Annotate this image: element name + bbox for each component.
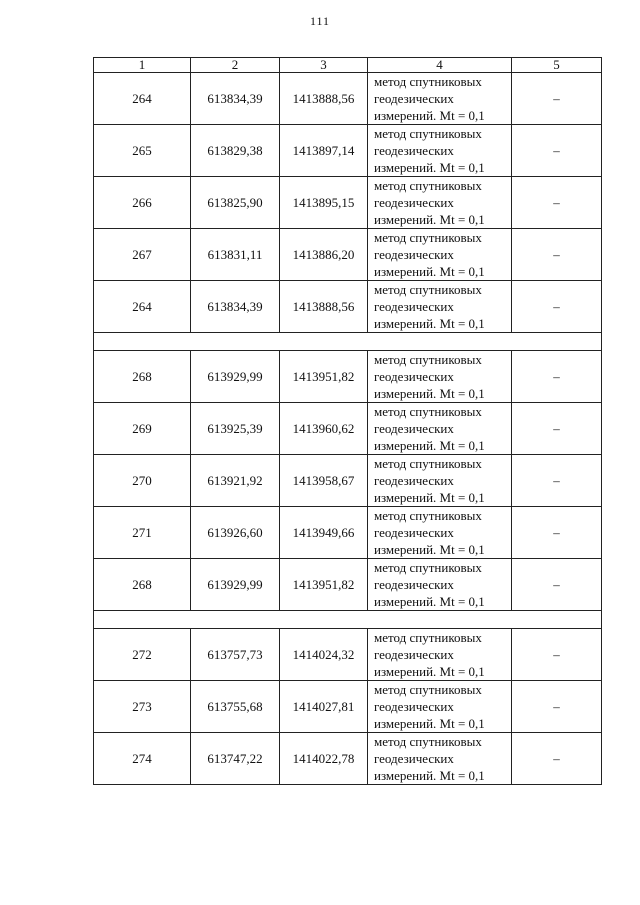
method-line: геодезических — [374, 195, 454, 210]
method-cell — [368, 229, 512, 281]
column-header: 5 — [512, 58, 602, 73]
table-row — [94, 455, 602, 507]
method-line: метод спутниковых — [374, 630, 482, 645]
note-cell: – — [512, 559, 602, 611]
method-cell — [368, 281, 512, 333]
method-cell — [368, 351, 512, 403]
column-header: 2 — [191, 58, 280, 73]
method-line: измерений. Mt = 0,1 — [374, 108, 485, 123]
table-header-row — [94, 58, 602, 73]
page-number: 111 — [309, 14, 331, 28]
x-coordinate-cell: 613921,92 — [191, 455, 280, 507]
method-line: геодезических — [374, 299, 454, 314]
method-line: метод спутниковых — [374, 682, 482, 697]
note-cell: – — [512, 507, 602, 559]
method-line: геодезических — [374, 647, 454, 662]
method-line: измерений. Mt = 0,1 — [374, 542, 485, 557]
table-separator-row — [94, 333, 602, 351]
x-coordinate-cell: 613747,22 — [191, 733, 280, 785]
x-coordinate-cell: 613757,73 — [191, 629, 280, 681]
x-coordinate-cell: 613834,39 — [191, 73, 280, 125]
point-number-cell: 269 — [94, 403, 191, 455]
method-line: измерений. Mt = 0,1 — [374, 664, 485, 679]
method-line: метод спутниковых — [374, 456, 482, 471]
table-row — [94, 125, 602, 177]
table-row — [94, 351, 602, 403]
coordinates-table — [93, 57, 602, 785]
method-line: метод спутниковых — [374, 126, 482, 141]
x-coordinate-cell: 613831,11 — [191, 229, 280, 281]
separator-cell — [94, 611, 602, 629]
note-cell: – — [512, 629, 602, 681]
method-line: измерений. Mt = 0,1 — [374, 386, 485, 401]
point-number-cell: 264 — [94, 73, 191, 125]
table-separator-row — [94, 611, 602, 629]
method-line: метод спутниковых — [374, 404, 482, 419]
x-coordinate-cell: 613926,60 — [191, 507, 280, 559]
method-cell — [368, 403, 512, 455]
column-header: 3 — [280, 58, 368, 73]
method-cell — [368, 507, 512, 559]
method-cell — [368, 73, 512, 125]
x-coordinate-cell: 613925,39 — [191, 403, 280, 455]
x-coordinate-cell: 613834,39 — [191, 281, 280, 333]
y-coordinate-cell: 1413960,62 — [280, 403, 368, 455]
method-line: измерений. Mt = 0,1 — [374, 438, 485, 453]
method-line: метод спутниковых — [374, 560, 482, 575]
method-line: метод спутниковых — [374, 74, 482, 89]
method-line: измерений. Mt = 0,1 — [374, 490, 485, 505]
y-coordinate-cell: 1413951,82 — [280, 559, 368, 611]
table-row — [94, 629, 602, 681]
point-number-cell: 265 — [94, 125, 191, 177]
note-cell: – — [512, 681, 602, 733]
note-cell: – — [512, 125, 602, 177]
point-number-cell: 270 — [94, 455, 191, 507]
x-coordinate-cell: 613929,99 — [191, 559, 280, 611]
y-coordinate-cell: 1414022,78 — [280, 733, 368, 785]
point-number-cell: 268 — [94, 351, 191, 403]
method-line: метод спутниковых — [374, 352, 482, 367]
point-number-cell: 271 — [94, 507, 191, 559]
point-number-cell: 272 — [94, 629, 191, 681]
table-row — [94, 681, 602, 733]
y-coordinate-cell: 1413888,56 — [280, 73, 368, 125]
point-number-cell: 274 — [94, 733, 191, 785]
method-line: геодезических — [374, 91, 454, 106]
note-cell: – — [512, 73, 602, 125]
method-line: геодезических — [374, 421, 454, 436]
method-cell — [368, 455, 512, 507]
method-cell — [368, 733, 512, 785]
method-line: геодезических — [374, 699, 454, 714]
table-row — [94, 281, 602, 333]
point-number-cell: 273 — [94, 681, 191, 733]
x-coordinate-cell: 613929,99 — [191, 351, 280, 403]
table-row — [94, 507, 602, 559]
column-header: 4 — [368, 58, 512, 73]
table-row — [94, 403, 602, 455]
table-row — [94, 733, 602, 785]
method-line: метод спутниковых — [374, 508, 482, 523]
method-line: геодезических — [374, 577, 454, 592]
method-line: измерений. Mt = 0,1 — [374, 160, 485, 175]
x-coordinate-cell: 613755,68 — [191, 681, 280, 733]
point-number-cell: 268 — [94, 559, 191, 611]
note-cell: – — [512, 733, 602, 785]
method-line: метод спутниковых — [374, 230, 482, 245]
y-coordinate-cell: 1413951,82 — [280, 351, 368, 403]
point-number-cell: 266 — [94, 177, 191, 229]
note-cell: – — [512, 351, 602, 403]
method-line: метод спутниковых — [374, 734, 482, 749]
separator-cell — [94, 333, 602, 351]
table-body — [94, 58, 602, 785]
method-line: измерений. Mt = 0,1 — [374, 768, 485, 783]
table-row — [94, 177, 602, 229]
point-number-cell: 264 — [94, 281, 191, 333]
y-coordinate-cell: 1413895,15 — [280, 177, 368, 229]
point-number-cell: 267 — [94, 229, 191, 281]
column-header: 1 — [94, 58, 191, 73]
method-line: метод спутниковых — [374, 178, 482, 193]
table-row — [94, 229, 602, 281]
method-line: измерений. Mt = 0,1 — [374, 316, 485, 331]
method-line: измерений. Mt = 0,1 — [374, 264, 485, 279]
x-coordinate-cell: 613829,38 — [191, 125, 280, 177]
table-row — [94, 559, 602, 611]
x-coordinate-cell: 613825,90 — [191, 177, 280, 229]
method-line: измерений. Mt = 0,1 — [374, 594, 485, 609]
y-coordinate-cell: 1413949,66 — [280, 507, 368, 559]
y-coordinate-cell: 1414027,81 — [280, 681, 368, 733]
y-coordinate-cell: 1413897,14 — [280, 125, 368, 177]
method-cell — [368, 177, 512, 229]
note-cell: – — [512, 455, 602, 507]
note-cell: – — [512, 281, 602, 333]
method-line: геодезических — [374, 751, 454, 766]
y-coordinate-cell: 1413886,20 — [280, 229, 368, 281]
method-line: геодезических — [374, 143, 454, 158]
method-line: геодезических — [374, 473, 454, 488]
method-cell — [368, 125, 512, 177]
method-line: геодезических — [374, 247, 454, 262]
method-line: измерений. Mt = 0,1 — [374, 212, 485, 227]
method-line: метод спутниковых — [374, 282, 482, 297]
method-cell — [368, 559, 512, 611]
method-line: измерений. Mt = 0,1 — [374, 716, 485, 731]
note-cell: – — [512, 403, 602, 455]
method-line: геодезических — [374, 369, 454, 384]
method-cell — [368, 681, 512, 733]
method-cell — [368, 629, 512, 681]
note-cell: – — [512, 229, 602, 281]
table-row — [94, 73, 602, 125]
y-coordinate-cell: 1414024,32 — [280, 629, 368, 681]
y-coordinate-cell: 1413958,67 — [280, 455, 368, 507]
note-cell: – — [512, 177, 602, 229]
y-coordinate-cell: 1413888,56 — [280, 281, 368, 333]
method-line: геодезических — [374, 525, 454, 540]
